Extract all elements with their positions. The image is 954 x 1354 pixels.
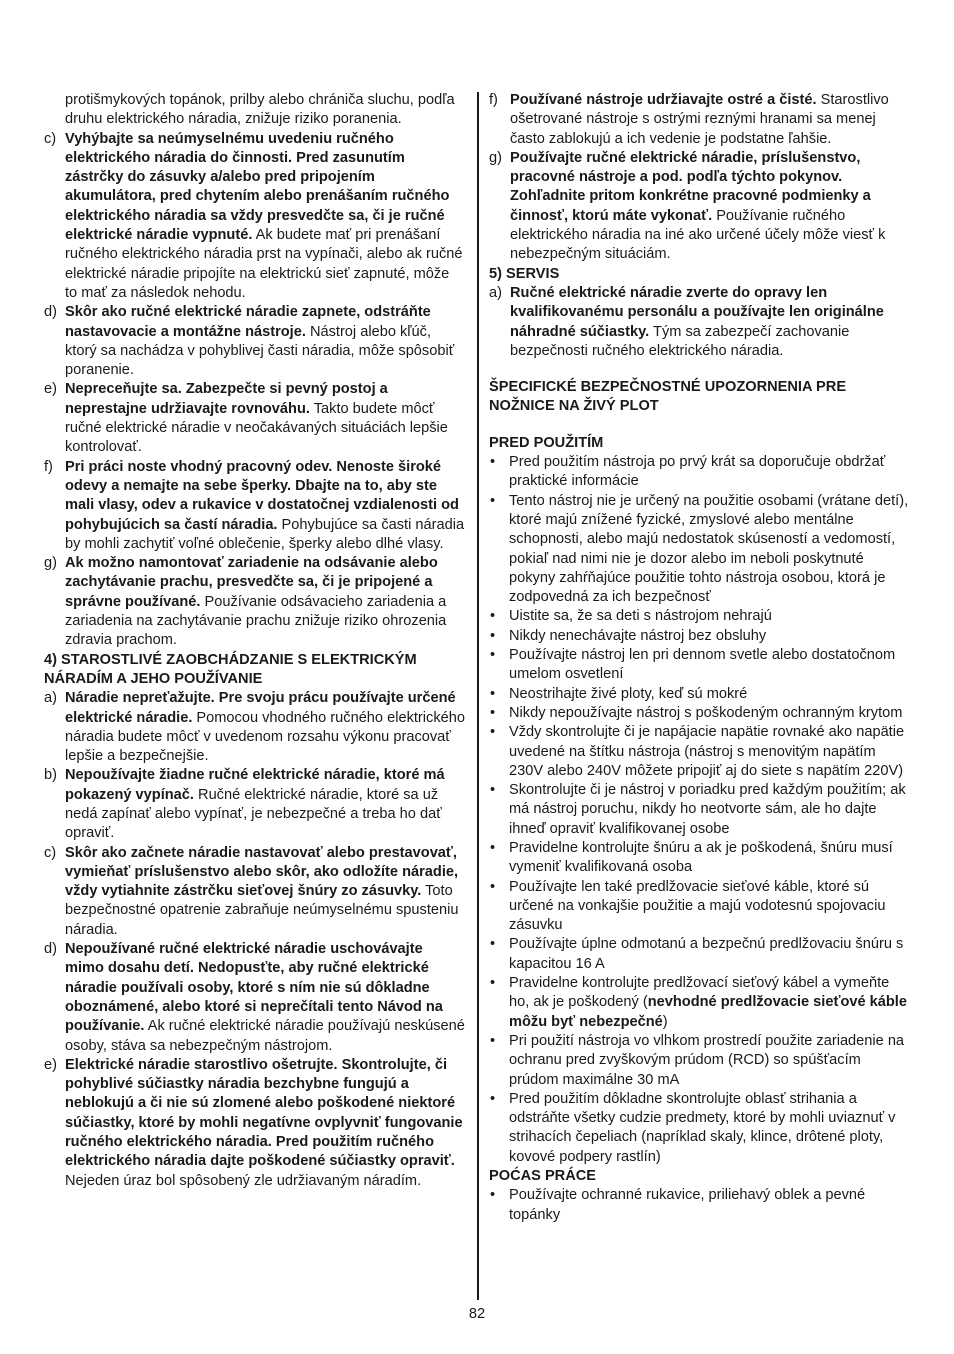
right-column bbox=[489, 91, 910, 1225]
section-heading: PRED POUŽITÍM bbox=[489, 434, 604, 451]
item-marker: c) bbox=[44, 844, 57, 861]
item-text: Používanie odsávacieho zariadenia a zariadenia na zachytávanie prachu znižuje riziko ohrozenia zdravia prachom. bbox=[65, 593, 447, 649]
spacer bbox=[489, 417, 910, 434]
bullet-dot: • bbox=[490, 782, 496, 799]
item-text: Starostlivo ošetrované nástroje s ostrými reznými hranami sa menej často zablokujú a ich vedenie je podstatne ľahšie. bbox=[510, 92, 889, 147]
bullet-dot: • bbox=[490, 1090, 496, 1107]
bullet-text: Používajte úplne odmotanú a bezpečnú predlžovaciu šnúru s kapacitou 16 A bbox=[509, 936, 904, 972]
bullet-text: Skontrolujte či je nástroj v poriadku pred každým použitím; ak má nástroj poruchu, nikdy ho neotvorte sám, ale ho dajte ihneď opraviť kvalifikovanej osobe bbox=[509, 782, 906, 837]
item-text: Pohybujúce sa časti náradia by mohli zachytiť voľné oblečenie, šperky alebo dlhé vlasy. bbox=[65, 516, 465, 552]
list-item bbox=[44, 844, 465, 940]
item-bold-text: Nepoužívané ručné elektrické náradie uschovávajte mimo dosahu detí. Nedopusťte, aby ručné elektrické náradie používali osoby, ktoré s ním nie sú dôkladne oboznámené, alebo ktoré si neprečítali tento Návod na používanie. bbox=[65, 941, 443, 1035]
bullet-text: Používajte ochranné rukavice, priliehavý oblek a pevné topánky bbox=[509, 1187, 866, 1223]
bullet-item bbox=[489, 781, 910, 839]
list-item bbox=[489, 284, 910, 361]
item-bold-text: Používané nástroje udržiavajte ostré a čisté. bbox=[510, 92, 817, 108]
bullet-text: Nikdy nepoužívajte nástroj s poškodeným ochranným krytom bbox=[509, 704, 903, 721]
item-text: Pomocou vhodného ručného elektrického náradia budete môcť v uvedenom rozsahu výkonu pracovať lepšie a bezpečnejšie. bbox=[65, 709, 465, 765]
bullet-text: Používajte len také predlžovacie sieťové káble, ktoré sú určené na vonkajšie použitie a majú vodotesnú spojovaciu zásuvku bbox=[509, 878, 886, 934]
bullet-text: Neostrihajte živé ploty, keď sú mokré bbox=[509, 685, 748, 702]
item-marker: a) bbox=[44, 690, 57, 707]
item-text: Tým sa zabezpečí zachovanie bezpečnosti ručného elektrického náradia. bbox=[510, 323, 850, 359]
item-marker: g) bbox=[44, 555, 57, 572]
item-marker: f) bbox=[44, 458, 53, 475]
bullet-dot: • bbox=[490, 878, 496, 895]
list-item bbox=[44, 554, 465, 650]
bullet-item bbox=[489, 453, 910, 492]
bullet-text-end: ) bbox=[662, 1013, 668, 1030]
list-item bbox=[44, 91, 465, 130]
bullet-text: Pravidelne kontrolujte šnúru a ak je poškodená, šnúru musí vymeniť kvalifikovaná osoba bbox=[509, 839, 893, 876]
item-marker: e) bbox=[44, 1056, 57, 1073]
list-item bbox=[44, 940, 465, 1056]
bullet-text: Pravidelne kontrolujte predlžovací sieťový kábel a vymeňte ho, ak je poškodený ( bbox=[509, 975, 890, 1011]
bullet-item bbox=[489, 1032, 910, 1090]
section-heading: ŠPECIFICKÉ BEZPEČNOSTNÉ UPOZORNENIA PRE NOŽNICE NA ŽIVÝ PLOT bbox=[489, 379, 847, 415]
bullet-dot: • bbox=[490, 685, 496, 702]
item-marker: d) bbox=[44, 941, 57, 958]
item-bold-text: Pri práci noste vhodný pracovný odev. Nenoste široké odevy a nemajte na sebe šperky. Dbajte na to, aby ste mali vlasy, odev a rukavice v dostatočnej vzdialenosti od pohybujúcich sa častí náradia. bbox=[65, 458, 459, 533]
item-bold-text: Ručné elektrické náradie zverte do opravy len kvalifikovanému personálu a používajte len originálne náhradné súčiastky. bbox=[510, 284, 884, 340]
item-marker: b) bbox=[44, 767, 57, 784]
bullet-text: Pri použití nástroja vo vlhkom prostredí použite zariadenie na ochranu pred zvyškovým prúdom (RCD) so spúšťacím prúdom maximálne 30 mA bbox=[509, 1032, 905, 1088]
bullet-text: Nikdy nenechávajte nástroj bez obsluhy bbox=[509, 627, 767, 644]
item-text: Ak budete mať pri prenášaní ručného elektrického náradia prst na vypínači, alebo ak ručné elektrické náradie pripojíte na elektrickú sieť zapnuté, môže to mať za následok nehodu. bbox=[65, 227, 463, 301]
list-item bbox=[489, 91, 910, 149]
bullet-dot: • bbox=[490, 454, 496, 471]
item-bold-text: Elektrické náradie starostlivo ošetrujte. Skontrolujte, či pohyblivé súčiastky náradia bezchybne fungujú a neblokujú a či nie sú zlomené alebo poškodené niektoré súčiastky, ktoré by mohli negatívne ovplyvniť fungovanie ručného elektrického náradia. Pred použitím ručného elektrického náradia dajte poškodené súčiastky opraviť. bbox=[65, 1056, 463, 1170]
item-text: Ak ručné elektrické náradie používajú neskúsené osoby, stáva sa nebezpečným nástrojom. bbox=[65, 1018, 465, 1054]
item-text: protišmykových topánok, prilby alebo chrániča sluchu, podľa druhu elektrického náradia, znižuje riziko poranenia. bbox=[65, 92, 455, 128]
left-column bbox=[44, 91, 465, 1191]
bullet-item bbox=[489, 878, 910, 936]
item-bold-text: Ak možno namontovať zariadenie na odsávanie alebo zachytávanie prachu, presvedčte sa, či je pripojené a správne používané. bbox=[65, 555, 438, 610]
item-bold-text: Náradie nepreťažujte. Pre svoju prácu používajte určené elektrické náradie. bbox=[65, 690, 456, 726]
bullet-item bbox=[489, 974, 910, 1032]
bullet-dot: • bbox=[490, 492, 496, 509]
item-text: Ručné elektrické náradie, ktoré sa už nedá zapínať alebo vypínať, je nebezpečné a treba ho dať opraviť. bbox=[65, 786, 442, 842]
bullet-dot: • bbox=[490, 1032, 496, 1049]
item-marker: d) bbox=[44, 304, 57, 321]
list-item bbox=[44, 1056, 465, 1191]
list-item bbox=[44, 458, 465, 554]
bullet-item bbox=[489, 723, 910, 781]
item-marker: a) bbox=[489, 284, 502, 301]
bullet-item bbox=[489, 607, 910, 626]
item-bold-text: Skôr ako ručné elektrické náradie zapnete, odstráňte nastavovacie a montážne nástroje. bbox=[65, 304, 431, 340]
page-number: 82 bbox=[468, 1306, 486, 1322]
bullet-dot: • bbox=[490, 975, 496, 992]
bullet-bold-text: nevhodné predlžovacie sieťové káble môžu byť nebezpečné bbox=[509, 994, 907, 1030]
bullet-item bbox=[489, 1186, 910, 1225]
bullet-dot: • bbox=[490, 1187, 496, 1204]
item-bold-text: Používajte ručné elektrické náradie, príslušenstvo, pracovné nástroje a pod. podľa týchto pokynov. Zohľadnite pritom konkrétne pracovné podmienky a činnosť, ktorú máte vykonať. bbox=[510, 149, 871, 224]
bullet-item bbox=[489, 646, 910, 685]
item-bold-text: Skôr ako začnete náradie nastavovať alebo prestavovať, vymieňať príslušenstvo alebo skôr, ako odložíte náradie, vždy vytiahnite zástrčku sieťovej šnúry zo zásuvky. bbox=[65, 844, 459, 900]
item-marker: g) bbox=[489, 149, 502, 166]
bullet-item bbox=[489, 492, 910, 608]
list-item bbox=[44, 380, 465, 457]
list-item bbox=[44, 766, 465, 843]
item-bold-text: Nepoužívajte žiadne ručné elektrické náradie, ktoré má pokazený vypínač. bbox=[65, 767, 445, 803]
bullet-text: Pred použitím nástroja po prvý krát sa doporučuje obdržať praktické informácie bbox=[509, 454, 886, 490]
item-text: Nejeden úraz bol spôsobený zle udržiavaným náradím. bbox=[65, 1172, 422, 1189]
section-heading: POĆAS PRÁCE bbox=[489, 1168, 597, 1185]
section-heading: 5) SERVIS bbox=[489, 265, 560, 282]
bullet-text: Pred použitím dôkladne skontrolujte oblasť strihania a odstráňte všetky cudzie predmety, ktoré by mohli uviaznuť v strihacích čepeliach (napríklad skaly, klince, drôtené ploty, kovové podpery rastlín) bbox=[509, 1090, 896, 1165]
bullet-item bbox=[489, 704, 910, 723]
bullet-item bbox=[489, 1090, 910, 1167]
list-item bbox=[44, 130, 465, 304]
bullet-text: Používajte nástroj len pri dennom svetle alebo dostatočnom umelom osvetlení bbox=[509, 647, 896, 683]
list-item bbox=[44, 689, 465, 766]
list-item bbox=[44, 303, 465, 380]
item-marker: e) bbox=[44, 381, 57, 398]
item-marker: f) bbox=[489, 92, 498, 108]
section-heading: 4) STAROSTLIVÉ ZAOBCHÁDZANIE S ELEKTRICKÝM NÁRADÍM A JEHO POUŽÍVANIE bbox=[44, 651, 417, 687]
item-text: Nástroj alebo kľúč, ktorý sa nachádza v pohyblivej časti náradia, môže spôsobiť poranenie. bbox=[65, 323, 455, 379]
bullet-item bbox=[489, 935, 910, 974]
item-marker: c) bbox=[44, 130, 57, 147]
bullet-dot: • bbox=[490, 724, 496, 741]
bullet-dot: • bbox=[490, 839, 496, 856]
item-text: Takto budete môcť ručné elektrické náradie v neočakávaných situáciách lepšie kontrolovať. bbox=[65, 400, 448, 456]
column-divider bbox=[477, 92, 479, 1300]
bullet-dot: • bbox=[490, 627, 496, 644]
bullet-text: Vždy skontrolujte či je napájacie napätie rovnaké ako napätie uvedené na štítku nástroja (nástroj s menovitým napätím 230V alebo 240V môžete pripojiť aj do siete s napätím 220V) bbox=[509, 724, 905, 779]
spacer bbox=[489, 361, 910, 378]
bullet-item bbox=[489, 839, 910, 878]
bullet-dot: • bbox=[490, 704, 496, 721]
bullet-item bbox=[489, 627, 910, 646]
item-text: Používanie ručného elektrického náradia na iné ako určené účely môže viesť k nebezpečným situáciám. bbox=[510, 207, 886, 263]
bullet-dot: • bbox=[490, 608, 496, 625]
bullet-dot: • bbox=[490, 647, 496, 664]
bullet-dot: • bbox=[490, 936, 496, 953]
bullet-text: Tento nástroj nie je určený na použitie osobami (vrátane detí), ktoré majú znížené fyzické, zmyslové alebo mentálne schopnosti, alebo majú nedostatok skúseností a vedomostí, pokiaľ nad nimi nie je dozor alebo im neboli poskytnuté pokyny zahŕňajúce použitie tohto nástroja osobou, ktorá je zodpovedná za ich bezpečnosť bbox=[509, 492, 909, 606]
list-item bbox=[489, 149, 910, 265]
bullet-text: Uistite sa, že sa deti s nástrojom nehrajú bbox=[509, 608, 772, 625]
item-bold-text: Vyhýbajte sa neúmyselnému uvedeniu ručného elektrického náradia do činnosti. Pred zasunutím zástrčky do zásuvky a/alebo pred pripojením akumulátora, pred chytením alebo prenášaním ručného elektrického náradia sa vždy presvedčte sa, či je ručné elektrické náradie vypnuté. bbox=[65, 130, 450, 244]
item-text: Toto bezpečnostné opatrenie zabraňuje neúmyselnému spusteniu náradia. bbox=[65, 883, 459, 938]
bullet-item bbox=[489, 685, 910, 704]
item-bold-text: Nepreceňujte sa. Zabezpečte si pevný postoj a neprestajne udržiavajte rovnováhu. bbox=[65, 381, 388, 417]
